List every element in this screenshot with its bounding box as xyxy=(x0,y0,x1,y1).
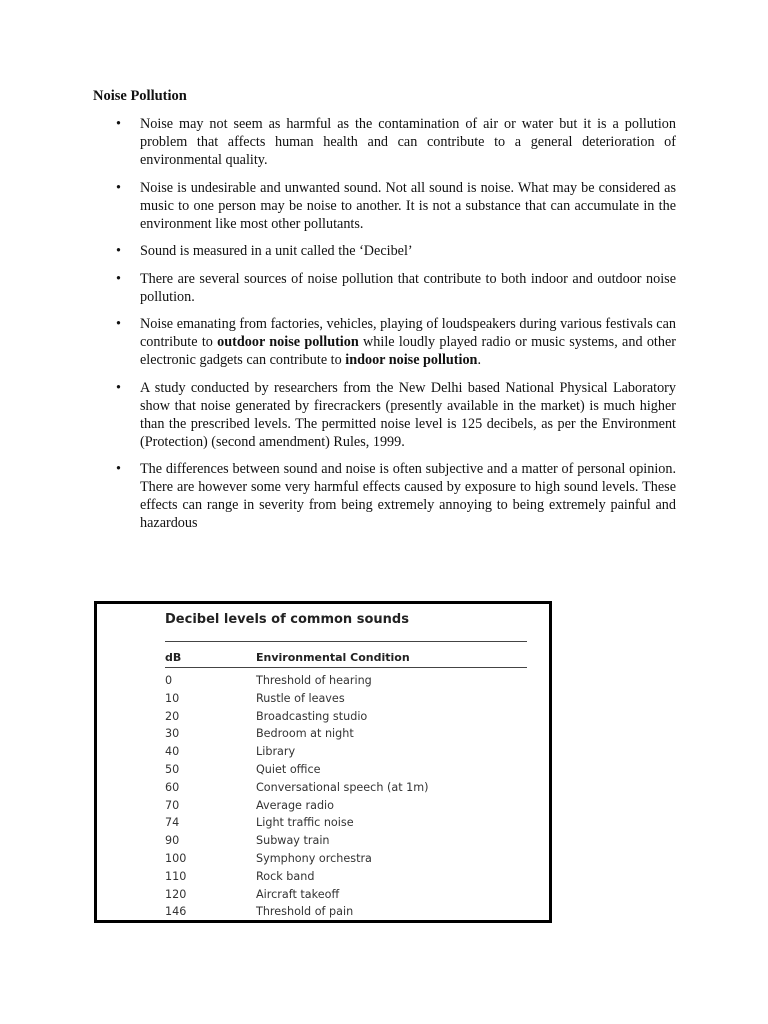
table-row xyxy=(165,708,429,726)
condition: Aircraft takeoff xyxy=(256,887,340,901)
condition: Bedroom at night xyxy=(256,727,354,741)
db-value: 10 xyxy=(165,691,180,705)
bullet-icon: • xyxy=(116,270,121,287)
condition: Threshold of pain xyxy=(256,905,354,919)
divider xyxy=(165,641,527,642)
divider xyxy=(165,667,527,668)
outdoor-noise-term: outdoor noise pollution xyxy=(217,334,359,350)
list-item: • Noise may not seem as harmful as the contamination of air or water but it is a pollution problem that affects human health and can contribute to a general deterioration of environmental quality. xyxy=(116,116,676,168)
table-row xyxy=(165,761,429,779)
table-row xyxy=(165,797,429,815)
db-value: 20 xyxy=(165,709,180,723)
table-row xyxy=(165,886,429,904)
table-row xyxy=(165,868,429,886)
condition: Threshold of hearing xyxy=(256,674,372,687)
db-value: 30 xyxy=(165,727,180,741)
condition: Quiet office xyxy=(256,762,321,776)
table-row xyxy=(165,743,429,761)
table-row xyxy=(165,672,429,690)
header-condition: Environmental Condition xyxy=(256,651,410,664)
bullet-icon: • xyxy=(116,379,121,396)
condition: Conversational speech (at 1m) xyxy=(256,780,429,794)
list-item: • Noise emanating from factories, vehicles, playing of loudspeakers during various festivals can contribute to outdoor noise pollution while loudly played radio or music systems, and other electronic gadgets can contribute to indoor noise pollution. xyxy=(116,316,676,368)
db-value: 70 xyxy=(165,798,180,812)
bullet-icon: • xyxy=(116,179,121,196)
list-item: • Sound is measured in a unit called the ‘Decibel’ xyxy=(116,243,413,259)
table-row xyxy=(165,850,429,868)
bullet-icon: • xyxy=(116,116,121,132)
condition: Light traffic noise xyxy=(256,816,354,830)
table-row xyxy=(165,779,429,797)
list-item: • Noise is undesirable and unwanted sound. Not all sound is noise. What may be considered as music to one person may be noise to another. It is not a substance that can accumulate in the environment like most other pollutants. xyxy=(116,179,676,232)
db-value: 100 xyxy=(165,851,187,865)
decibel-table-figure xyxy=(94,601,552,923)
header-db: dB xyxy=(165,651,182,664)
db-value: 110 xyxy=(165,869,187,883)
db-value: 146 xyxy=(165,905,187,919)
indoor-noise-term: indoor noise pollution xyxy=(345,352,478,368)
db-value: 74 xyxy=(165,816,180,830)
bullet-icon: • xyxy=(116,316,121,332)
table-title: Decibel levels of common sounds xyxy=(165,612,409,627)
list-item: • The differences between sound and noise is often subjective and a matter of personal opinion. There are however some very harmful effects caused by exposure to high sound levels. These effects can range in severity from being extremely annoying to being extremely painful and hazardous xyxy=(116,461,676,531)
db-value: 60 xyxy=(165,780,180,794)
table-row xyxy=(165,832,429,850)
condition: Library xyxy=(256,745,296,759)
table-header xyxy=(165,651,410,664)
page-heading: Noise Pollution xyxy=(93,88,187,104)
table-row xyxy=(165,690,429,708)
table-row xyxy=(165,814,429,832)
table-row xyxy=(165,903,429,921)
condition: Average radio xyxy=(256,798,335,812)
bullet-icon: • xyxy=(116,461,121,477)
db-value: 40 xyxy=(165,745,180,759)
condition: Rock band xyxy=(256,869,315,883)
db-value: 50 xyxy=(165,762,180,776)
db-value: 90 xyxy=(165,834,180,848)
table-body xyxy=(165,672,429,921)
bullet-icon: • xyxy=(116,243,121,259)
condition: Subway train xyxy=(256,834,330,848)
list-item: • A study conducted by researchers from the New Delhi based National Physical Laboratory show that noise generated by firecrackers (presently available in the market) is much higher than the prescribed levels. The permitted noise level is 125 decibels, as per the Environment (Protection) (second amendment) Rules, 1999. xyxy=(116,379,676,450)
list-item: • There are several sources of noise pollution that contribute to both indoor and outdoor noise pollution. xyxy=(116,270,676,305)
condition: Rustle of leaves xyxy=(256,691,345,705)
condition: Broadcasting studio xyxy=(256,709,368,723)
db-value: 0 xyxy=(165,674,173,687)
condition: Symphony orchestra xyxy=(256,851,372,865)
table-row xyxy=(165,725,429,743)
db-value: 120 xyxy=(165,887,187,901)
bullet-list xyxy=(116,115,676,542)
